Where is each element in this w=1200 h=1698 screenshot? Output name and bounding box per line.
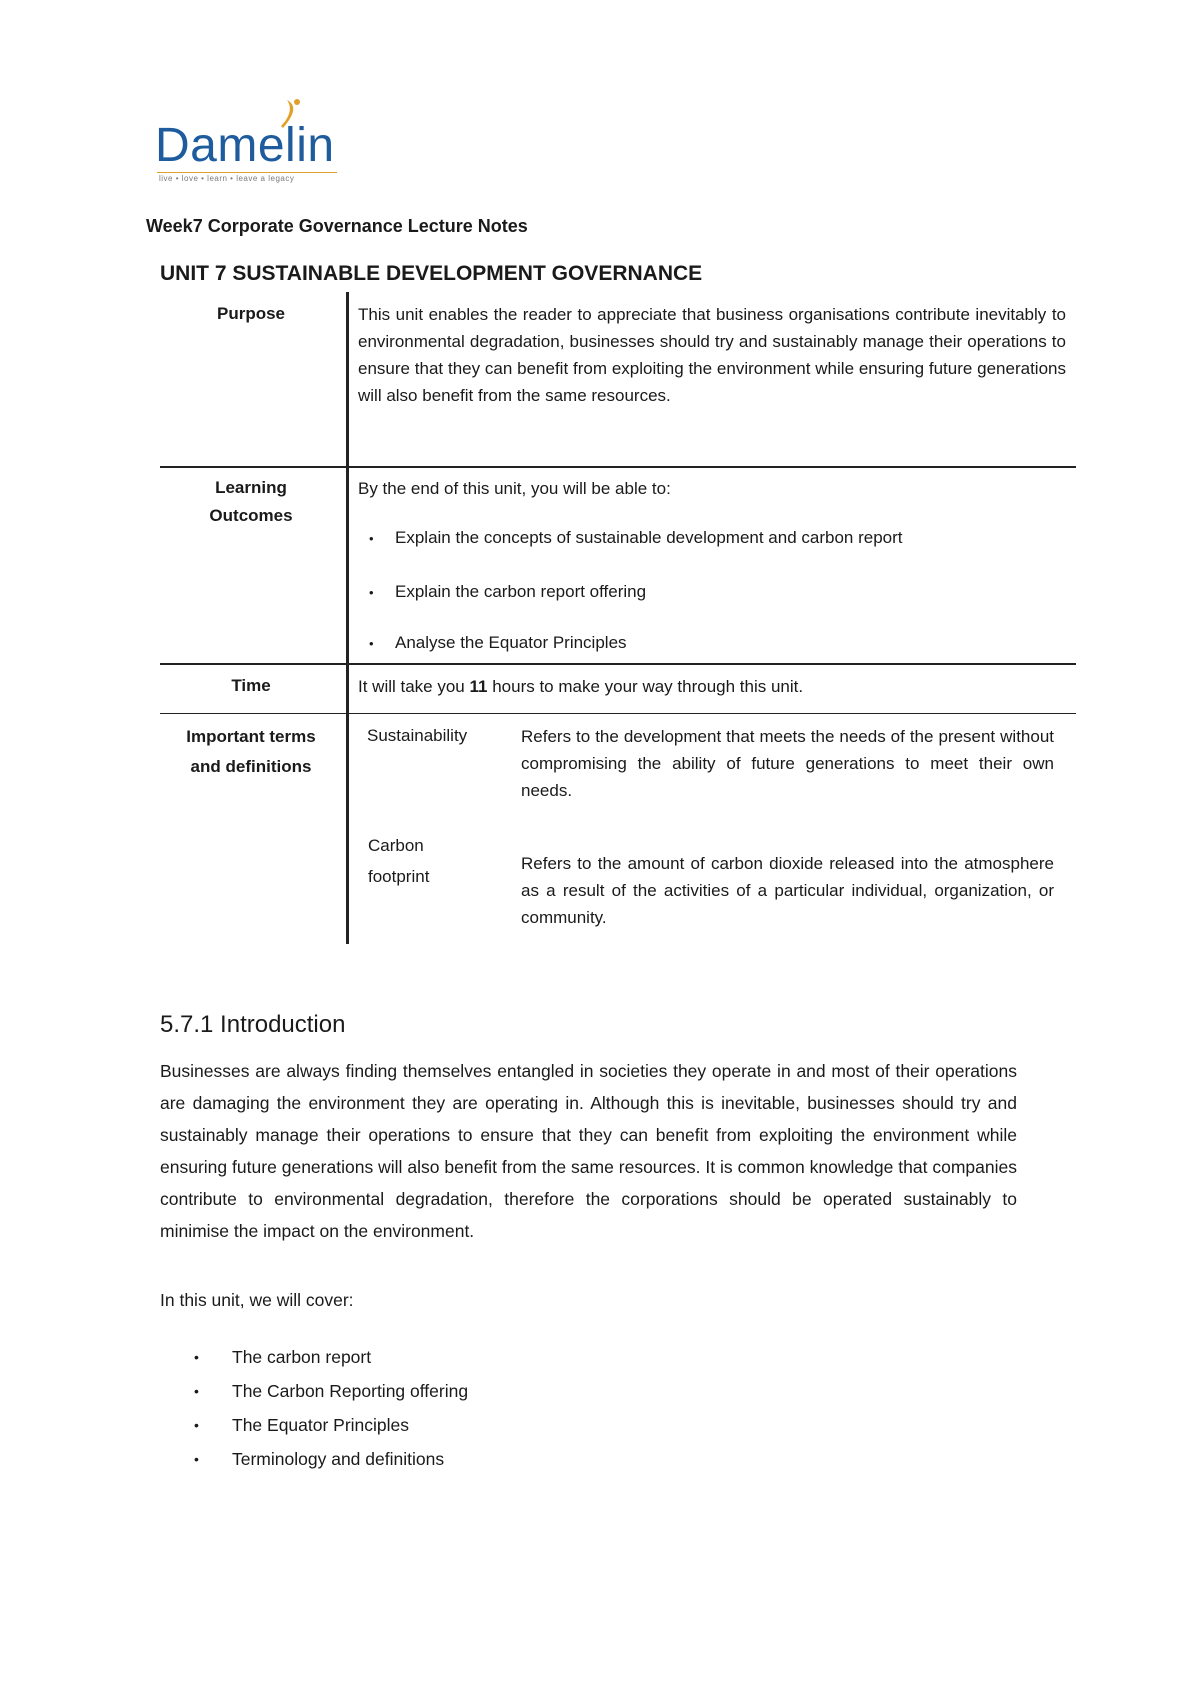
term-carbon-footprint xyxy=(368,830,518,892)
bullet-icon: • xyxy=(369,636,374,651)
damelin-logo xyxy=(155,98,345,188)
purpose-text: This unit enables the reader to appreciate that business organisations contribute inevitably to environmental degradation, businesses should try and sustainably manage their operations to ensure that they can benefit from exploiting the environment while ensuring future generations will also benefit from the same resources. xyxy=(358,305,1066,405)
section-heading: 5.7.1 Introduction xyxy=(160,1011,346,1038)
terms-label-line2: and definitions xyxy=(190,757,312,776)
document-title: Week7 Corporate Governance Lecture Notes xyxy=(146,216,528,236)
list-item: • The Equator Principles xyxy=(232,1413,468,1447)
time-text: It will take you 11 hours to make your way through this unit. xyxy=(358,677,804,696)
term-carbon-line2: footprint xyxy=(368,867,430,886)
term-carbon-line1: Carbon xyxy=(368,836,424,855)
bullet-icon: • xyxy=(369,585,374,600)
learning-outcomes-intro: By the end of this unit, you will be able to: xyxy=(358,479,671,498)
table-divider xyxy=(160,663,1076,665)
term-sustainability: Sustainability xyxy=(367,726,468,745)
table-divider xyxy=(160,713,1076,714)
terms-label-line1: Important terms xyxy=(186,727,316,746)
list-item: • The carbon report xyxy=(232,1345,468,1379)
learning-outcome-item: • Explain the carbon report offering xyxy=(395,582,646,602)
learning-outcomes-label-line2: Outcomes xyxy=(209,506,293,525)
cover-list xyxy=(232,1345,468,1481)
logo-wordmark: Damelin xyxy=(155,119,335,172)
cover-lead: In this unit, we will cover: xyxy=(160,1290,354,1310)
logo-underline xyxy=(157,172,337,173)
unit-title: UNIT 7 SUSTAINABLE DEVELOPMENT GOVERNANCE xyxy=(160,262,703,285)
intro-paragraph: Businesses are always finding themselves entangled in societies they operate in and most of their operations are damaging the environment they are operating in. Although this is inevitable, businesses should try and sustainably manage their operations to ensure that they can benefit from exploiting the environment while ensuring future generations will also benefit from the same resources. It is common knowledge that companies contribute to environmental degradation, therefore the corporations should be operated sustainably to minimise the impact on the environment. xyxy=(160,1061,1017,1241)
learning-outcomes-label xyxy=(160,474,342,530)
terms-label xyxy=(160,722,342,782)
time-hours: 11 xyxy=(469,677,488,696)
bullet-icon: • xyxy=(369,531,374,546)
learning-outcomes-label-line1: Learning xyxy=(215,478,287,497)
list-item: • Terminology and definitions xyxy=(232,1447,468,1481)
definition-carbon-footprint: Refers to the amount of carbon dioxide released into the atmosphere as a result of the activities of a particular individual, organization, or community. xyxy=(521,854,1054,927)
logo-tagline: live • love • learn • leave a legacy xyxy=(159,174,295,183)
table-divider xyxy=(160,466,1076,468)
time-label: Time xyxy=(231,676,271,695)
learning-outcome-item: • Explain the concepts of sustainable development and carbon report xyxy=(395,528,903,548)
learning-outcome-item: • Analyse the Equator Principles xyxy=(395,633,627,653)
list-item: • The Carbon Reporting offering xyxy=(232,1379,468,1413)
definition-sustainability: Refers to the development that meets the needs of the present without compromising the ability of future generations to meet their own needs. xyxy=(521,727,1054,800)
table-vertical-divider xyxy=(346,292,349,944)
purpose-label: Purpose xyxy=(216,304,286,323)
